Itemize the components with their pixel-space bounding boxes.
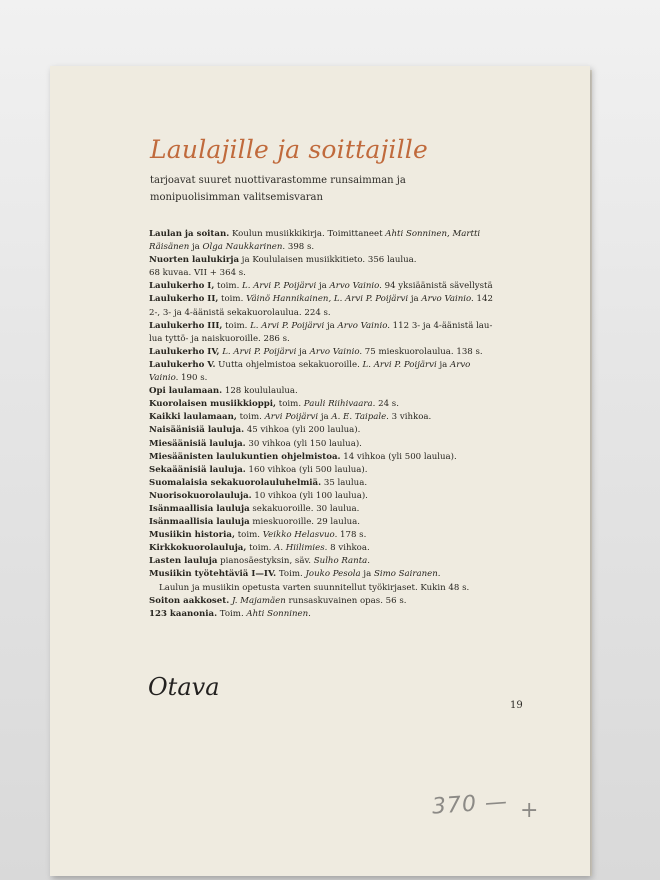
entry-author: L. Arvi P. Poijärvi	[362, 359, 437, 370]
entry-title: Isänmaallisia lauluja	[149, 517, 250, 528]
handwritten-price-mark: +	[520, 798, 539, 823]
entry-text: Toim.	[276, 569, 306, 580]
entry-text: Koulun musiikkikirja. Toimittaneet	[229, 229, 386, 239]
catalog-entry	[149, 385, 529, 398]
entry-title: 123 kaanonia.	[149, 608, 218, 619]
entry-title: Kaikki laulamaan,	[149, 412, 237, 423]
entry-text: 10 vihkoa (yli 100 laulua).	[251, 490, 368, 501]
entry-author: Jouko Pesola	[305, 569, 361, 580]
catalog-entry	[149, 568, 529, 581]
entry-text: 190 s.	[178, 373, 208, 384]
entry-text: 75 mieskuorolaulua. 138 s.	[362, 346, 483, 357]
catalog-entry	[149, 424, 529, 437]
entry-text: 94 yksiäänistä sävellystä	[381, 281, 493, 292]
entry-text: sekakuoroille. 30 laulua.	[249, 503, 360, 514]
entry-text: 160 vihkoa (yli 500 laulua).	[245, 464, 368, 475]
catalog-entry	[149, 555, 529, 568]
entry-title: Kuorolaisen musiikkioppi,	[149, 399, 277, 410]
entry-author: L. Arvi P. Poijärvi	[222, 346, 297, 357]
catalog-entry	[149, 477, 529, 490]
entry-title: Laulukerho II,	[149, 294, 219, 305]
entry-author: Arvo Vainio.	[337, 320, 390, 331]
entry-title: Suomalaisia sekakuorolauluhelmiä.	[149, 477, 322, 488]
entry-author: Arvo Vainio.	[309, 346, 363, 357]
catalog-entry	[149, 503, 529, 516]
handwritten-price: 370 —	[431, 789, 509, 820]
entry-text: 142	[473, 294, 493, 305]
entry-text: ja	[360, 569, 374, 580]
entry-author: Arvo Vainio.	[421, 294, 474, 305]
entry-text: 3 vihkoa.	[388, 412, 432, 423]
entry-title: Laulukerho III,	[149, 320, 223, 331]
catalog-entry	[149, 280, 529, 293]
catalog-entry	[149, 228, 529, 241]
cover-heading: Laulajille ja soittajille	[150, 135, 428, 164]
entry-text: Toim.	[217, 608, 247, 619]
entry-author: Olga Naukkarinen.	[202, 242, 286, 253]
catalog-entry	[149, 516, 529, 529]
entry-text: ja	[318, 412, 332, 423]
catalog-entry	[149, 359, 529, 372]
entry-title: Isänmaallisia lauluja	[149, 503, 250, 514]
entry-text: Laulun ja musiikin opetusta varten suunnitellut työkirjaset. Kukin 48 s.	[159, 582, 470, 593]
page-number: 19	[510, 700, 523, 711]
entry-text: 24 s.	[375, 399, 399, 410]
entry-text: toim.	[214, 281, 243, 292]
catalog-entry	[149, 267, 529, 280]
entry-author: Väinö Hannikainen, L. Arvi P. Poijärvi	[246, 294, 409, 305]
entry-text: ja	[436, 359, 450, 370]
entry-text: 35 laulua.	[321, 477, 368, 488]
entry-text: 178 s.	[337, 530, 367, 541]
entry-title: Sekaäänisiä lauluja.	[149, 464, 246, 475]
entry-text: ja	[316, 281, 330, 292]
catalog-entry	[149, 307, 529, 320]
catalog-entry	[149, 254, 529, 267]
entry-author: Arvo Vainio.	[329, 281, 382, 292]
entry-text: toim.	[246, 543, 275, 554]
catalog-entry	[149, 490, 529, 503]
entry-text: 398 s.	[285, 242, 315, 253]
entry-title: Soiton aakkoset.	[149, 595, 230, 606]
entry-author: Pauli Riihivaara.	[303, 399, 376, 410]
entry-author: A. E. Taipale.	[331, 412, 389, 423]
entry-title: Nuorisokuorolauluja.	[149, 490, 252, 501]
catalog-entry	[149, 398, 529, 411]
catalog-entry	[149, 438, 529, 451]
entry-text: runsaskuvainen opas. 56 s.	[285, 595, 407, 606]
entry-text: 2-, 3- ja 4-äänistä sekakuorolaulua. 224 s.	[149, 307, 331, 318]
cover-subtitle	[150, 172, 420, 206]
entry-text: ja	[408, 294, 422, 305]
entry-title: Lasten lauluja	[149, 556, 218, 567]
entry-text: ja Koululaisen musiikkitieto. 356 laulua.	[239, 255, 417, 266]
entry-text: ja	[324, 320, 338, 331]
subtitle-line: tarjoavat suuret nuottivarastomme runsaimman ja	[150, 175, 406, 186]
catalog-entry	[149, 464, 529, 477]
entry-title: Miesäänisten laulukuntien ohjelmistoa.	[149, 451, 341, 462]
subtitle-line: monipuolisimman valitsemisvaran	[150, 192, 323, 203]
entry-text: 8 vihkoa.	[327, 543, 370, 554]
entry-text: toim.	[276, 399, 304, 410]
entry-author: Ahti Sonninen.	[246, 608, 311, 619]
catalog-entry	[149, 608, 529, 621]
entry-author: Räisänen	[149, 242, 190, 253]
entry-author: Sulho Ranta.	[313, 556, 371, 567]
catalog-entry	[149, 241, 529, 254]
entry-title: Opi laulamaan.	[149, 386, 223, 397]
catalog-entry	[149, 451, 529, 464]
catalog-entry	[149, 333, 529, 346]
entry-title: Naisäänisiä lauluja.	[149, 425, 245, 436]
entry-text: ja	[296, 346, 310, 357]
publisher-name: Otava	[148, 673, 220, 701]
entry-text: 14 vihkoa (yli 500 laulua).	[340, 451, 457, 462]
entry-text: lua tyttö- ja naiskuoroille. 286 s.	[149, 333, 290, 344]
entry-author: L. Arvi P. Poijärvi	[242, 281, 317, 292]
entry-author: Simo Sairanen.	[373, 569, 441, 580]
entry-author: J. Majamäen	[231, 595, 286, 606]
catalog-entry	[149, 582, 529, 595]
catalog-entry	[149, 542, 529, 555]
entry-text: 68 kuvaa. VII + 364 s.	[149, 268, 246, 279]
entry-title: Nuorten laulukirja	[149, 255, 240, 266]
entry-title: Musiikin työtehtäviä I—IV.	[149, 569, 277, 580]
entry-author: A. Hiilimies.	[274, 543, 328, 554]
entry-text: 128 koululaulua.	[222, 386, 298, 397]
entry-text: toim.	[235, 530, 263, 541]
catalog-entry	[149, 346, 529, 359]
entry-title: Laulukerho V.	[149, 359, 216, 370]
entry-title: Laulukerho IV,	[149, 346, 220, 357]
entry-title: Musiikin historia,	[149, 530, 235, 541]
entry-title: Miesäänisiä lauluja.	[149, 438, 246, 449]
catalog-list	[149, 228, 529, 621]
catalog-entry	[149, 372, 529, 385]
entry-text: 30 vihkoa (yli 150 laulua).	[245, 438, 362, 449]
entry-title: Laulan ja soitan.	[149, 229, 230, 239]
entry-author: Ahti Sonninen, Martti	[385, 229, 481, 239]
catalog-entry	[149, 293, 529, 306]
entry-text: toim.	[236, 412, 265, 423]
catalog-entry	[149, 411, 529, 424]
entry-text: toim.	[218, 294, 247, 305]
entry-text: toim.	[222, 320, 251, 331]
entry-text: mieskuoroille. 29 laulua.	[249, 517, 360, 528]
entry-author: Arvo	[450, 359, 471, 370]
entry-text: Uutta ohjelmistoa sekakuoroille.	[215, 359, 363, 370]
catalog-entry	[149, 320, 529, 333]
entry-author: L. Arvi P. Poijärvi	[250, 320, 325, 331]
entry-author: Arvi Poijärvi	[264, 412, 319, 423]
entry-title: Laulukerho I,	[149, 281, 215, 292]
catalog-entry	[149, 529, 529, 542]
entry-text: ja	[189, 242, 203, 253]
entry-author: Veikko Helasvuo.	[262, 530, 338, 541]
entry-text: pianosäestyksin, säv.	[217, 556, 314, 567]
entry-author: Vainio.	[149, 373, 179, 384]
entry-text: 45 vihkoa (yli 200 laulua).	[244, 425, 361, 436]
entry-title: Kirkkokuorolauluja,	[149, 543, 247, 554]
catalog-entry	[149, 595, 529, 608]
entry-text: 112 3- ja 4-äänistä lau-	[389, 320, 493, 331]
